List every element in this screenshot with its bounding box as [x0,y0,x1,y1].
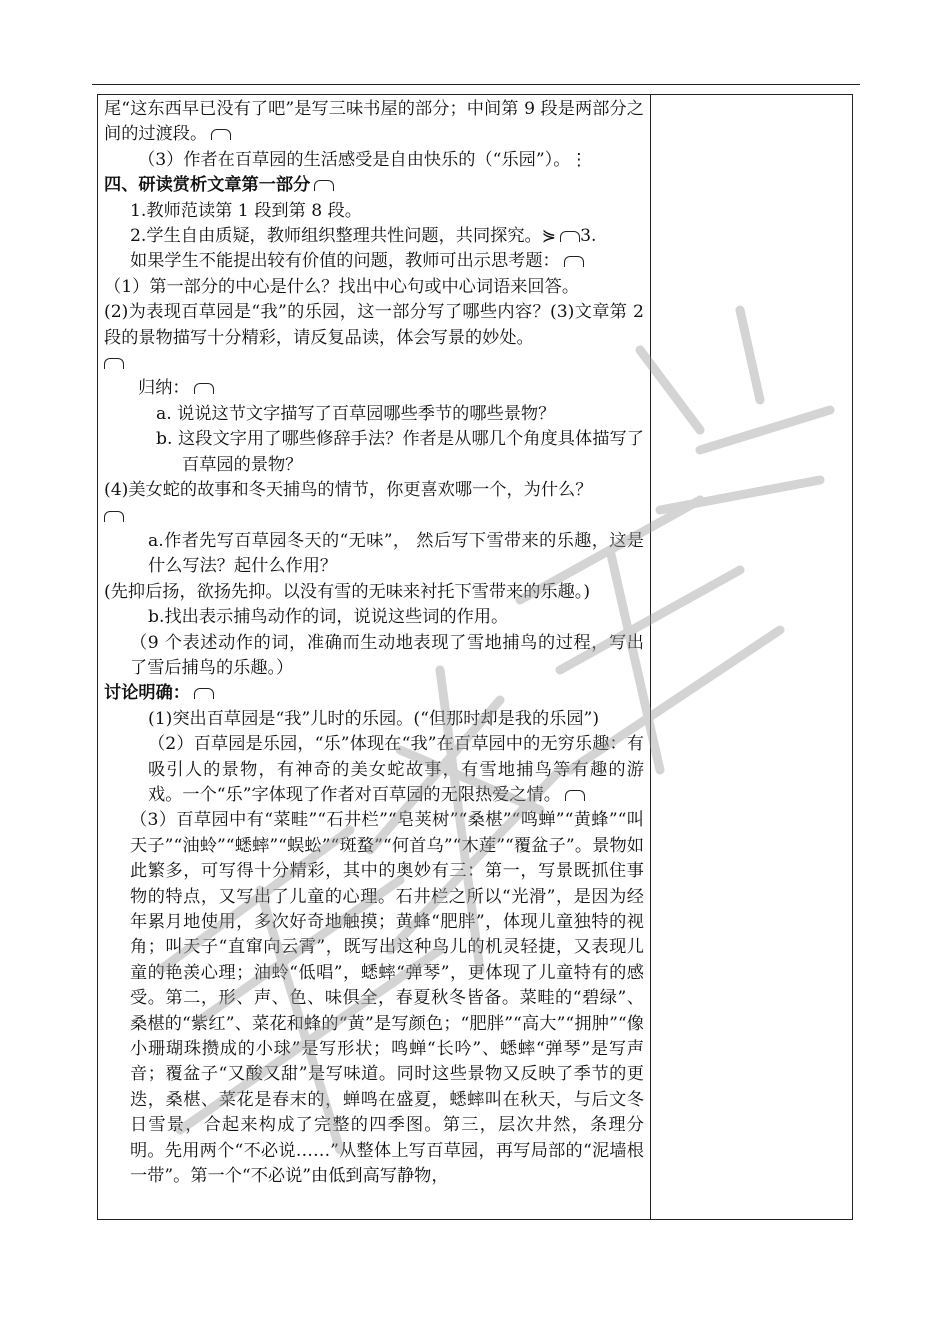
text-line: （3）作者在百草园的生活感受是自由快乐的（“乐园”）。⋮ [138,149,588,170]
text-line: （9 个表述动作的词，准确而生动地表现了雪地捕鸟的过程，写出了雪后捕鸟的乐趣。） [130,632,644,678]
text-line: （3）百草园中有“菜畦”“石井栏”“皂荚树”“桑椹”“鸣蝉”“黄蜂”“叫天子”“油蛉”“蟋蟀”“蜈蚣”“斑蝥”“何首乌”“木莲”“覆盆子”。景物如此繁多，可写得十分精彩，其中的奥妙有三：第一，写景既抓住事物的特点，又写出了儿童的心理。石井栏之所以“光滑”，是因为经年累月地使用，多次好奇地触摸；黄蜂“肥胖”，体现儿童独特的视角；叫天子“直窜向云霄”，既写出这种鸟儿的机灵轻捷，又表现儿童的艳羡心理；油蛉“低唱”，蟋蟀“弹琴”，更体现了儿童特有的感受。第二，形、声、色、味俱全，春夏秋冬皆备。菜畦的“碧绿”、桑椹的“紫红”、菜花和蜂的“黄”是写颜色；“肥胖”“高大”“拥肿”“像小珊瑚珠攒成的小球”是写形状；鸣蝉“长吟”、蟋蟀“弹琴”是写声音；覆盆子“又酸又甜”是写味道。同时这些景物又反映了季节的更迭，桑椹、菜花是春末的，蝉鸣在盛夏，蟋蟀叫在秋天，与后文冬日雪景，合起来构成了完整的四季图。第三，层次井然，条理分明。先用两个“不必说……”从整体上写百草园，再写局部的“泥墙根一带”。第一个“不必说”由低到高写静物， [130,810,644,1187]
text-line: (4)美女蛇的故事和冬天捕鸟的情节，你更喜欢哪一个，为什么？ [104,480,593,501]
text-line: (先抑后扬，欲扬先抑。以没有雪的无味来衬托下雪带来的乐趣。) [104,581,591,602]
text-line: b.找出表示捕鸟动作的词，说说这些词的作用。 [148,607,509,628]
text-line: 归纳： [104,376,644,401]
edit-mark-icon [194,688,214,699]
text-line: 2.学生自由质疑，教师组织整理共性问题，共同探究。⋟ 3. [130,226,597,247]
text-line [104,504,644,529]
column-divider [650,94,651,1220]
section-heading: 四、研读赏析文章第一部分 [104,173,644,198]
text-line: （1）第一部分的中心是什么？找出中心句或中心词语来回答。 [104,276,580,297]
lesson-content [104,97,644,1189]
edit-mark-icon [314,180,334,191]
edit-mark-icon [560,231,580,242]
text-line [104,351,644,376]
text-line: 1.教师范读第 1 段到第 8 段。 [130,200,362,221]
text-line: b. 这段文字用了哪些修辞手法？作者是从哪几个角度具体描写了百草园的景物？ [156,429,644,475]
text-line: a.作者先写百草园冬天的“无味”， 然后写下雪带来的乐趣，这是什么写法？起什么作用？ [148,530,644,577]
text-line: (1)突出百草园是“我”儿时的乐园。(“但那时却是我的乐园”) [148,708,600,729]
text-line: 如果学生不能提出较有价值的问题，教师可出示思考题： [104,249,644,274]
text-line: （2）百草园是乐园，“乐”体现在“我”在百草园中的无穷乐趣：有吸引人的景物，有神奇的美女蛇故事，有雪地捕鸟等有趣的游戏。一个“乐”字体现了作者对百草园的无限热爱之情。 [148,734,644,805]
text-line: 尾“这东西早已没有了吧”是写三味书屋的部分；中间第 9 段是两部分之间的过渡段。 [104,99,644,145]
edit-mark-icon [194,383,214,394]
edit-mark-icon [211,129,231,140]
edit-mark-icon [104,511,124,522]
edit-mark-icon [564,256,584,267]
edit-mark-icon [565,790,585,801]
text-line: a. 说说这节文字描写了百草园哪些季节的哪些景物？ [156,403,556,424]
text-line: (2)为表现百草园是“我”的乐园，这一部分写了哪些内容？(3)文章第 2 段的景物描写十分精彩，请反复品读，体会写景的妙处。 [104,302,644,348]
section-heading: 讨论明确： [104,681,644,706]
header-rule [92,84,860,85]
edit-mark-icon [104,358,124,369]
